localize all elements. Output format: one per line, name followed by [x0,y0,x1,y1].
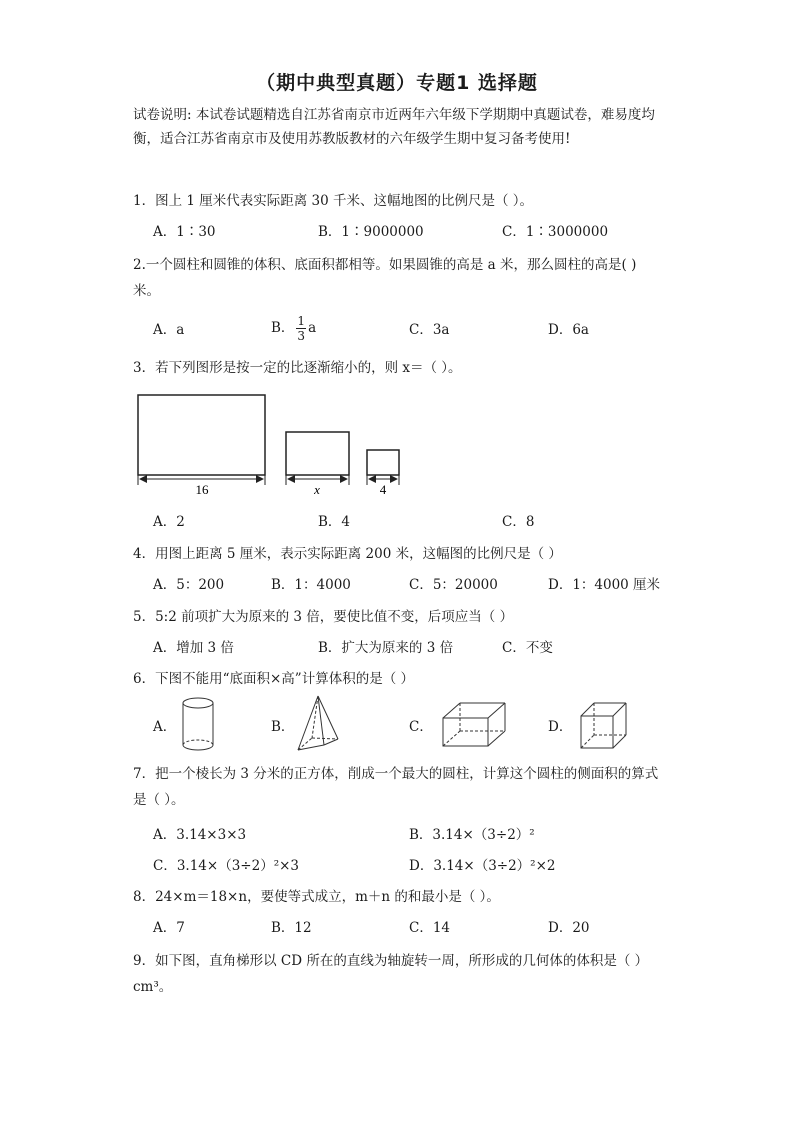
q3-option-c[interactable]: C．8 [502,514,535,530]
q6-option-c[interactable]: C． [409,719,433,735]
q2-option-a[interactable]: A．a [153,322,185,338]
scaled-rectangles-figure [135,392,405,497]
q7-option-b[interactable]: B．3.14×（3÷2）² [409,827,535,843]
q8-option-b[interactable]: B．12 [271,920,312,936]
small-rectangle [367,450,399,475]
q5-option-b[interactable]: B．扩大为原来的 3 倍 [318,640,454,656]
q6-option-d[interactable]: D． [548,719,573,735]
q7-option-c[interactable]: C．3.14×（3÷2）²×3 [153,858,300,874]
one-third-fraction [296,314,306,343]
q7-option-a[interactable]: A．3.14×3×3 [153,827,247,843]
question-2: 2.一个圆柱和圆锥的体积、底面积都相等。如果圆锥的高是 a 米，那么圆柱的高是( )米。 [133,257,637,299]
question-8: 8．24×m＝18×n，要使等式成立，m＋n 的和最小是（ ）。 [133,889,500,905]
question-5: 5．5:2 前项扩大为原来的 3 倍，要使比值不变，后项应当（ ） [133,609,514,625]
question-1: 1．图上 1 厘米代表实际距离 30 千米、这幅地图的比例尺是（ ）。 [133,193,534,209]
cuboid-figure [440,700,510,752]
q2-option-b-label: B． [271,320,295,336]
question-9: 9．如下图，直角梯形以 CD 所在的直线为轴旋转一周，所形成的几何体的体积是（ ）cm³。 [133,953,649,995]
label-16: 16 [195,482,209,497]
q2-option-b[interactable] [271,314,316,343]
q1-option-c[interactable]: C．1∶3000000 [502,224,609,240]
q7-option-d[interactable]: D．3.14×（3÷2）²×2 [409,858,556,874]
page-title: （期中典型真题）专题1 选择题 [256,72,538,94]
cube-figure [578,700,630,752]
q6-option-b[interactable]: B． [271,719,295,735]
medium-rectangle [286,432,349,475]
q2-option-c[interactable]: C．3a [409,322,450,338]
question-4: 4．用图上距离 5 厘米，表示实际距离 200 米，这幅图的比例尺是（ ） [133,546,562,562]
q1-option-a[interactable]: A．1∶30 [153,224,216,240]
q4-option-b[interactable]: B．1：4000 [271,577,351,593]
q8-option-d[interactable]: D．20 [548,920,590,936]
fraction-variable: a [308,320,317,336]
question-3: 3．若下列图形是按一定的比逐渐缩小的，则 x＝（ ）。 [133,360,462,376]
pyramid-figure [296,693,341,755]
exam-description: 试卷说明: 本试卷试题精选自江苏省南京市近两年六年级下学期期中真题试卷，难易度均衡，适合江苏省南京市及使用苏教版教材的六年级学生期中复习备考使用! [133,107,655,147]
q4-option-d[interactable]: D．1：4000 厘米 [548,577,661,593]
q6-option-a[interactable]: A． [153,719,177,735]
label-4: 4 [379,482,387,497]
question-6: 6．下图不能用“底面积×高”计算体积的是（ ） [133,671,414,687]
q8-option-a[interactable]: A．7 [153,920,185,936]
q5-option-c[interactable]: C．不变 [502,640,553,656]
q5-option-a[interactable]: A．增加 3 倍 [153,640,234,656]
q3-option-b[interactable]: B．4 [318,514,351,530]
q3-option-a[interactable]: A．2 [153,514,185,530]
q8-option-c[interactable]: C．14 [409,920,451,936]
q4-option-c[interactable]: C．5：20000 [409,577,498,593]
fraction-numerator: 1 [297,314,306,328]
cylinder-figure [180,695,220,755]
label-x: x [314,482,320,497]
question-7: 7．把一个棱长为 3 分米的正方体，削成一个最大的圆柱，计算这个圆柱的侧面积的算式是（ ）。 [133,766,659,808]
fraction-denominator: 3 [297,329,306,343]
q2-option-d[interactable]: D．6a [548,322,589,338]
large-rectangle [138,395,265,475]
q1-option-b[interactable]: B．1∶9000000 [318,224,424,240]
q4-option-a[interactable]: A．5：200 [153,577,225,593]
